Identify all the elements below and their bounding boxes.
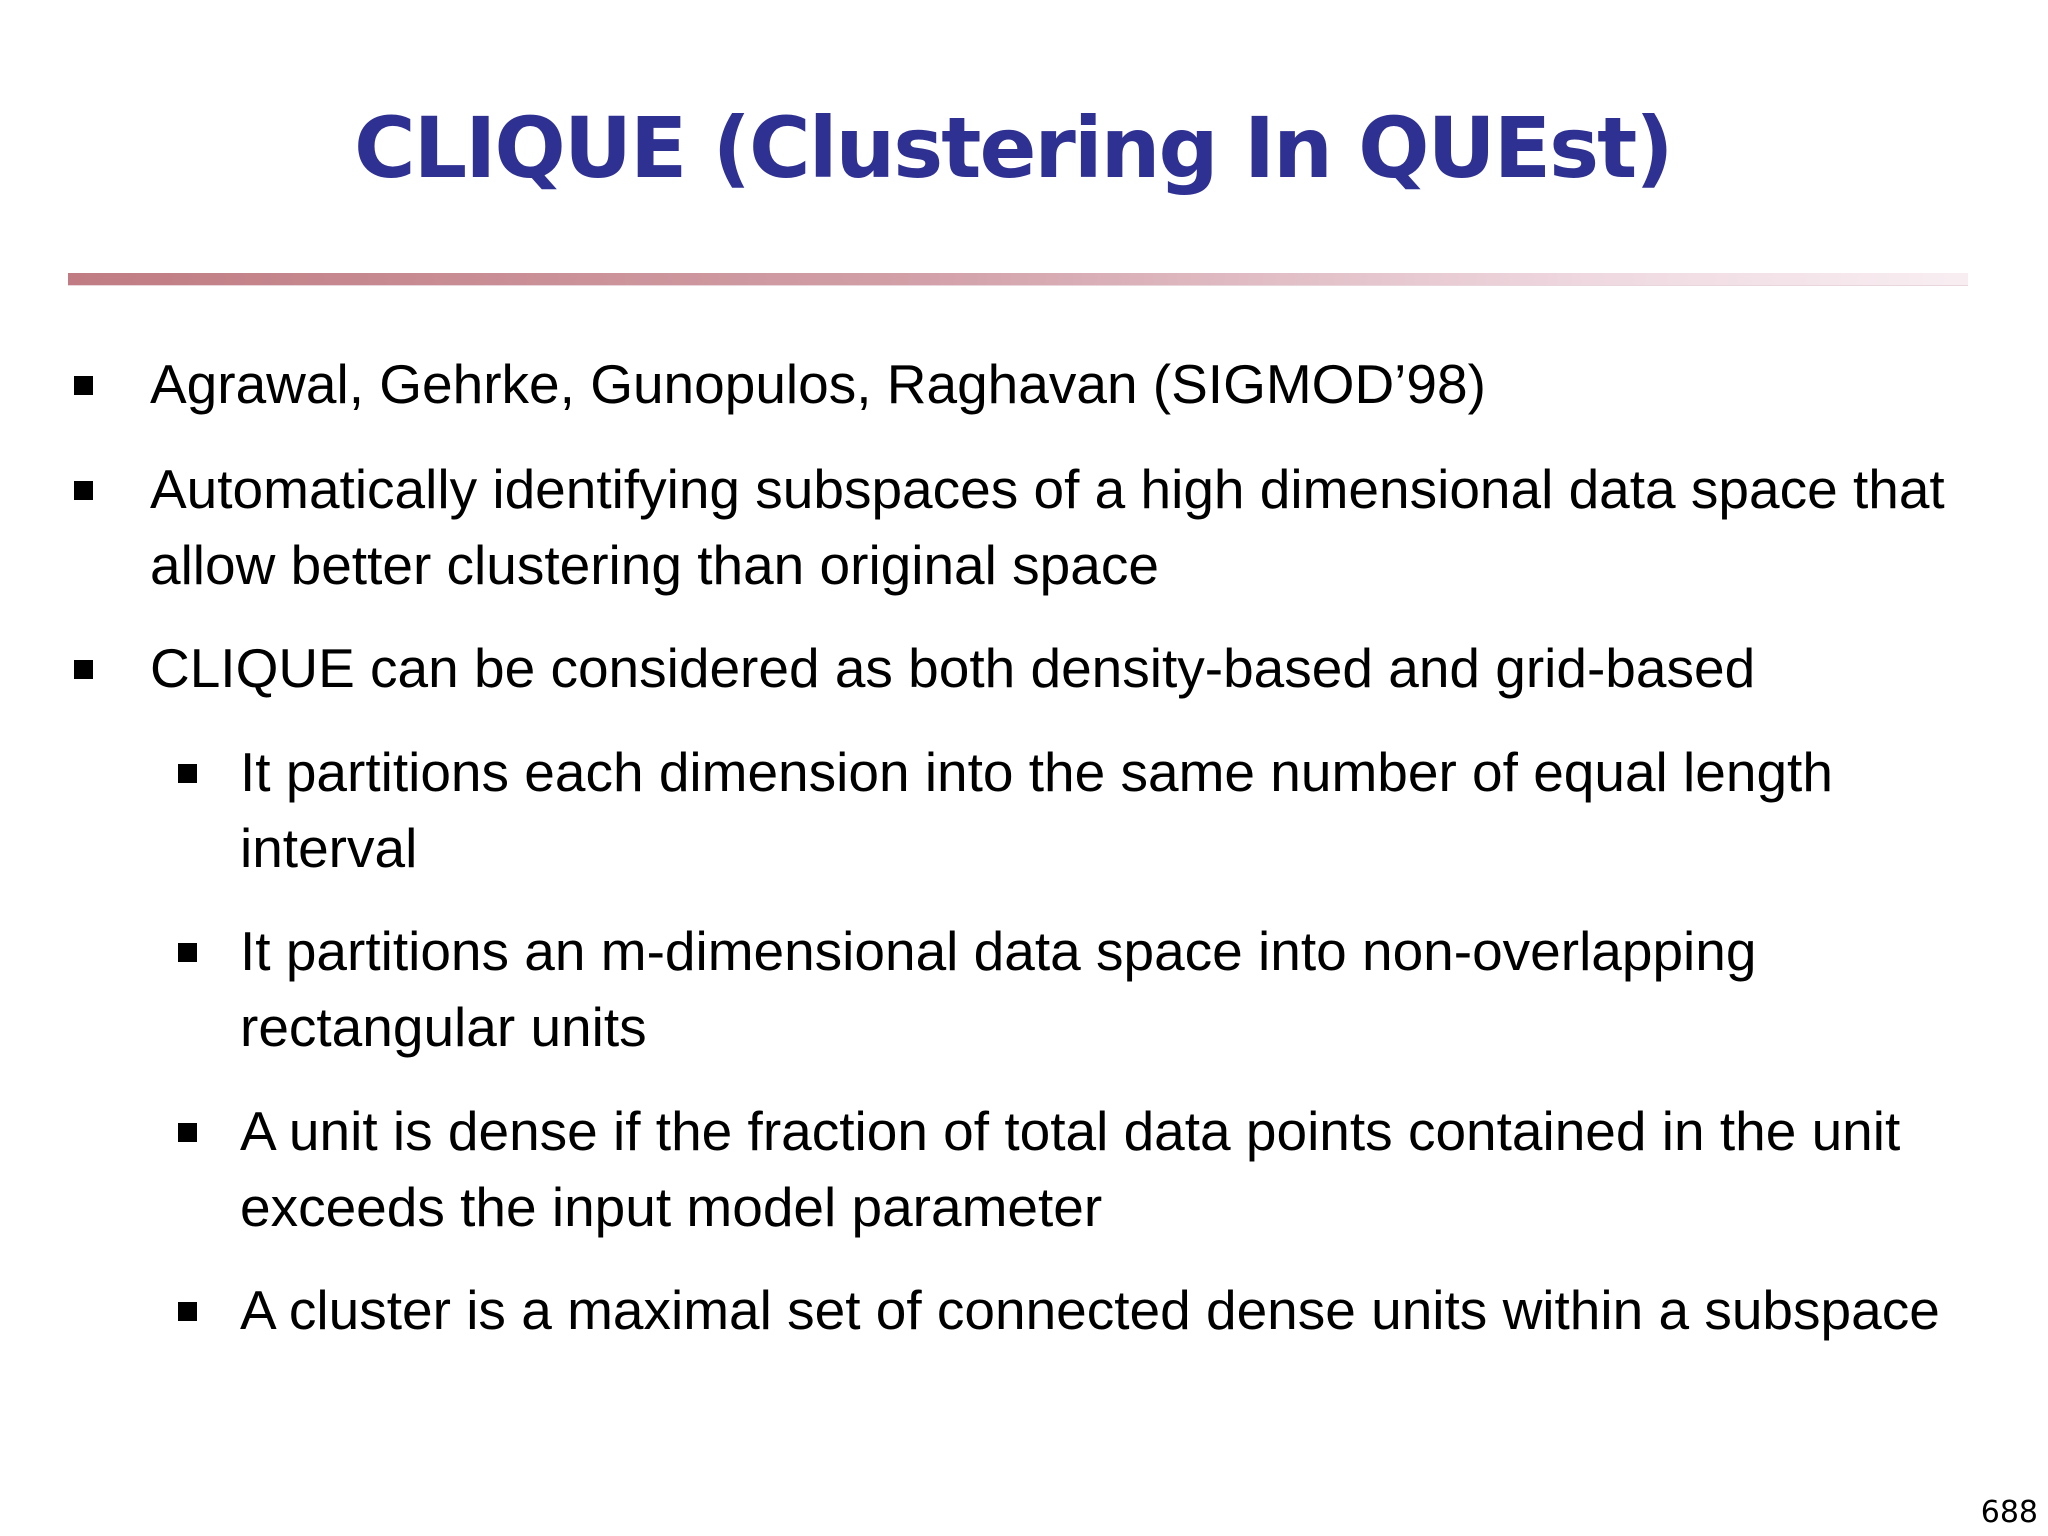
slide-title: CLIQUE (Clustering In QUEst): [354, 99, 1672, 197]
page-number: 688: [1980, 1495, 2038, 1530]
square-bullet-icon: [178, 1123, 197, 1142]
bullet-item: [150, 451, 2010, 603]
title-divider: [68, 273, 1968, 286]
square-bullet-icon: [74, 481, 93, 500]
bullet-item: [150, 630, 2010, 706]
square-bullet-icon: [178, 764, 197, 783]
bullet-text: A unit is dense if the fraction of total data points contained in the unit exceeds the input model parameter: [240, 1100, 1901, 1238]
bullet-text: Agrawal, Gehrke, Gunopulos, Raghavan (SIGMOD’98): [150, 353, 1486, 415]
sub-bullet-item: [240, 1093, 2010, 1245]
bullet-text: Automatically identifying subspaces of a high dimensional data space that allow better clustering than original space: [150, 458, 1945, 596]
square-bullet-icon: [74, 376, 93, 395]
square-bullet-icon: [178, 1302, 197, 1321]
bullet-text: CLIQUE can be considered as both density-based and grid-based: [150, 637, 1756, 699]
sub-bullet-item: [240, 734, 2010, 886]
bullet-text: It partitions an m-dimensional data space into non-overlapping rectangular units: [240, 920, 1757, 1058]
bullet-text: A cluster is a maximal set of connected dense units within a subspace: [240, 1279, 1940, 1341]
bullet-item: [150, 346, 2010, 422]
square-bullet-icon: [74, 660, 93, 679]
sub-bullet-item: [240, 913, 2010, 1065]
sub-bullet-item: [240, 1272, 2010, 1348]
square-bullet-icon: [178, 943, 197, 962]
bullet-text: It partitions each dimension into the same number of equal length interval: [240, 741, 1833, 879]
